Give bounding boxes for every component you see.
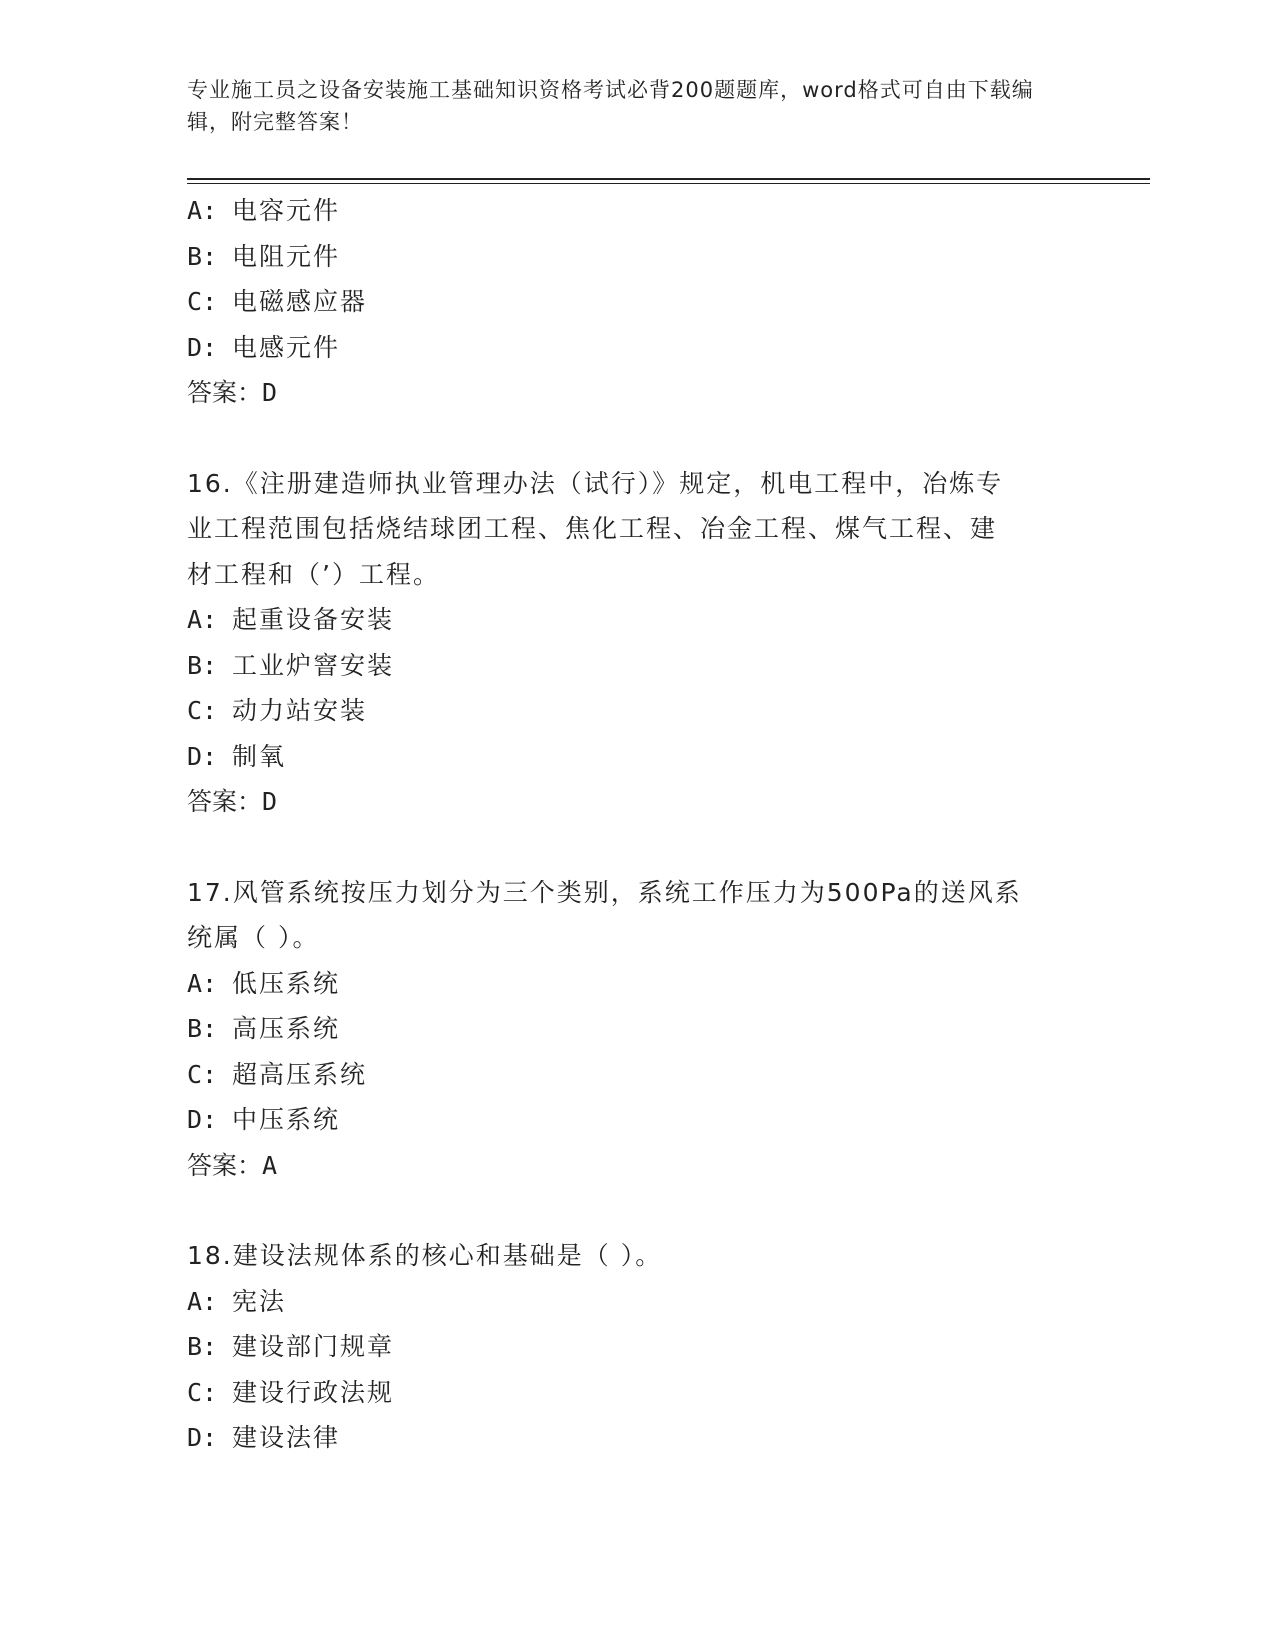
- option-b: [187, 234, 1087, 280]
- option-letter: D:: [187, 741, 218, 771]
- question-block-15: [187, 188, 1087, 416]
- option-letter: D:: [187, 1105, 218, 1134]
- option-letter: C:: [187, 1377, 218, 1407]
- option-c: [187, 1370, 1087, 1416]
- option-text: 电阻元件: [232, 241, 341, 271]
- option-letter: C:: [187, 696, 218, 725]
- option-text: 工业炉窨安装: [232, 650, 395, 680]
- option-text: 电感元件: [232, 332, 341, 362]
- option-text: 低压系统: [232, 968, 341, 998]
- option-letter: A:: [187, 605, 218, 634]
- option-text: 建设部门规章: [232, 1332, 395, 1361]
- option-b: [187, 1006, 1087, 1052]
- option-c: [187, 1052, 1087, 1098]
- option-letter: A:: [187, 196, 218, 225]
- option-text: 起重设备安装: [232, 605, 395, 634]
- option-text: 电容元件: [232, 196, 341, 225]
- option-b: [187, 643, 1087, 689]
- answer-line: [187, 370, 1087, 416]
- option-letter: D:: [187, 332, 218, 362]
- answer-value: D: [262, 787, 278, 816]
- option-text: 中压系统: [232, 1105, 341, 1134]
- option-text: 超高压系统: [232, 1059, 368, 1089]
- option-text: 电磁感应器: [232, 287, 368, 316]
- question-stem-line: 业工程范围包括烧结球团工程、焦化工程、冶金工程、煤气工程、建: [187, 514, 998, 543]
- option-letter: B:: [187, 1014, 218, 1043]
- option-letter: A:: [187, 968, 218, 998]
- answer-value: D: [262, 378, 278, 407]
- answer-value: A: [262, 1150, 278, 1180]
- answer-label: 答案：: [187, 378, 263, 407]
- answer-line: [187, 779, 1087, 825]
- option-text: 建设行政法规: [232, 1377, 395, 1407]
- header-divider: [187, 178, 1150, 180]
- option-text: 动力站安装: [232, 696, 368, 725]
- option-text: 宪法: [232, 1286, 287, 1316]
- option-b: [187, 1324, 1087, 1370]
- option-a: [187, 597, 1087, 643]
- option-text: 建设法律: [232, 1423, 341, 1452]
- option-text: 制氧: [232, 741, 287, 771]
- option-letter: B:: [187, 241, 218, 271]
- question-list: [187, 188, 1087, 1461]
- option-letter: B:: [187, 650, 218, 680]
- option-letter: C:: [187, 287, 218, 316]
- question-stem-line: 18.建设法规体系的核心和基础是（ ）。: [187, 1241, 663, 1270]
- option-a: [187, 961, 1087, 1007]
- document-title: 专业施工员之设备安装施工基础知识资格考试必背200题题库，word格式可自由下载编辑，附完整答案！: [187, 78, 1034, 134]
- header-divider-thin: [187, 183, 1150, 184]
- answer-label: 答案：: [187, 1150, 263, 1180]
- option-d: [187, 734, 1087, 780]
- option-letter: C:: [187, 1059, 218, 1089]
- question-stem-line: 材工程和（’）工程。: [187, 559, 440, 589]
- option-d: [187, 1097, 1087, 1143]
- option-a: [187, 1279, 1087, 1325]
- option-c: [187, 279, 1087, 325]
- question-stem-line: 16.《注册建造师执业管理办法（试行）》规定，机电工程中，冶炼专: [187, 468, 1004, 498]
- option-d: [187, 325, 1087, 371]
- answer-label: 答案：: [187, 787, 263, 816]
- option-a: [187, 188, 1087, 234]
- question-block-17: [187, 870, 1087, 1189]
- question-block-16: [187, 461, 1087, 825]
- option-c: [187, 688, 1087, 734]
- answer-line: [187, 1143, 1087, 1189]
- option-letter: D:: [187, 1423, 218, 1452]
- option-text: 高压系统: [232, 1014, 341, 1043]
- option-letter: A:: [187, 1286, 218, 1316]
- option-d: [187, 1415, 1087, 1461]
- question-stem-line: 17.风管系统按压力划分为三个类别，系统工作压力为500Pa的送风系: [187, 877, 1022, 907]
- question-block-18: [187, 1233, 1087, 1461]
- option-letter: B:: [187, 1332, 218, 1361]
- question-stem-line: 统属（ ）。: [187, 923, 320, 952]
